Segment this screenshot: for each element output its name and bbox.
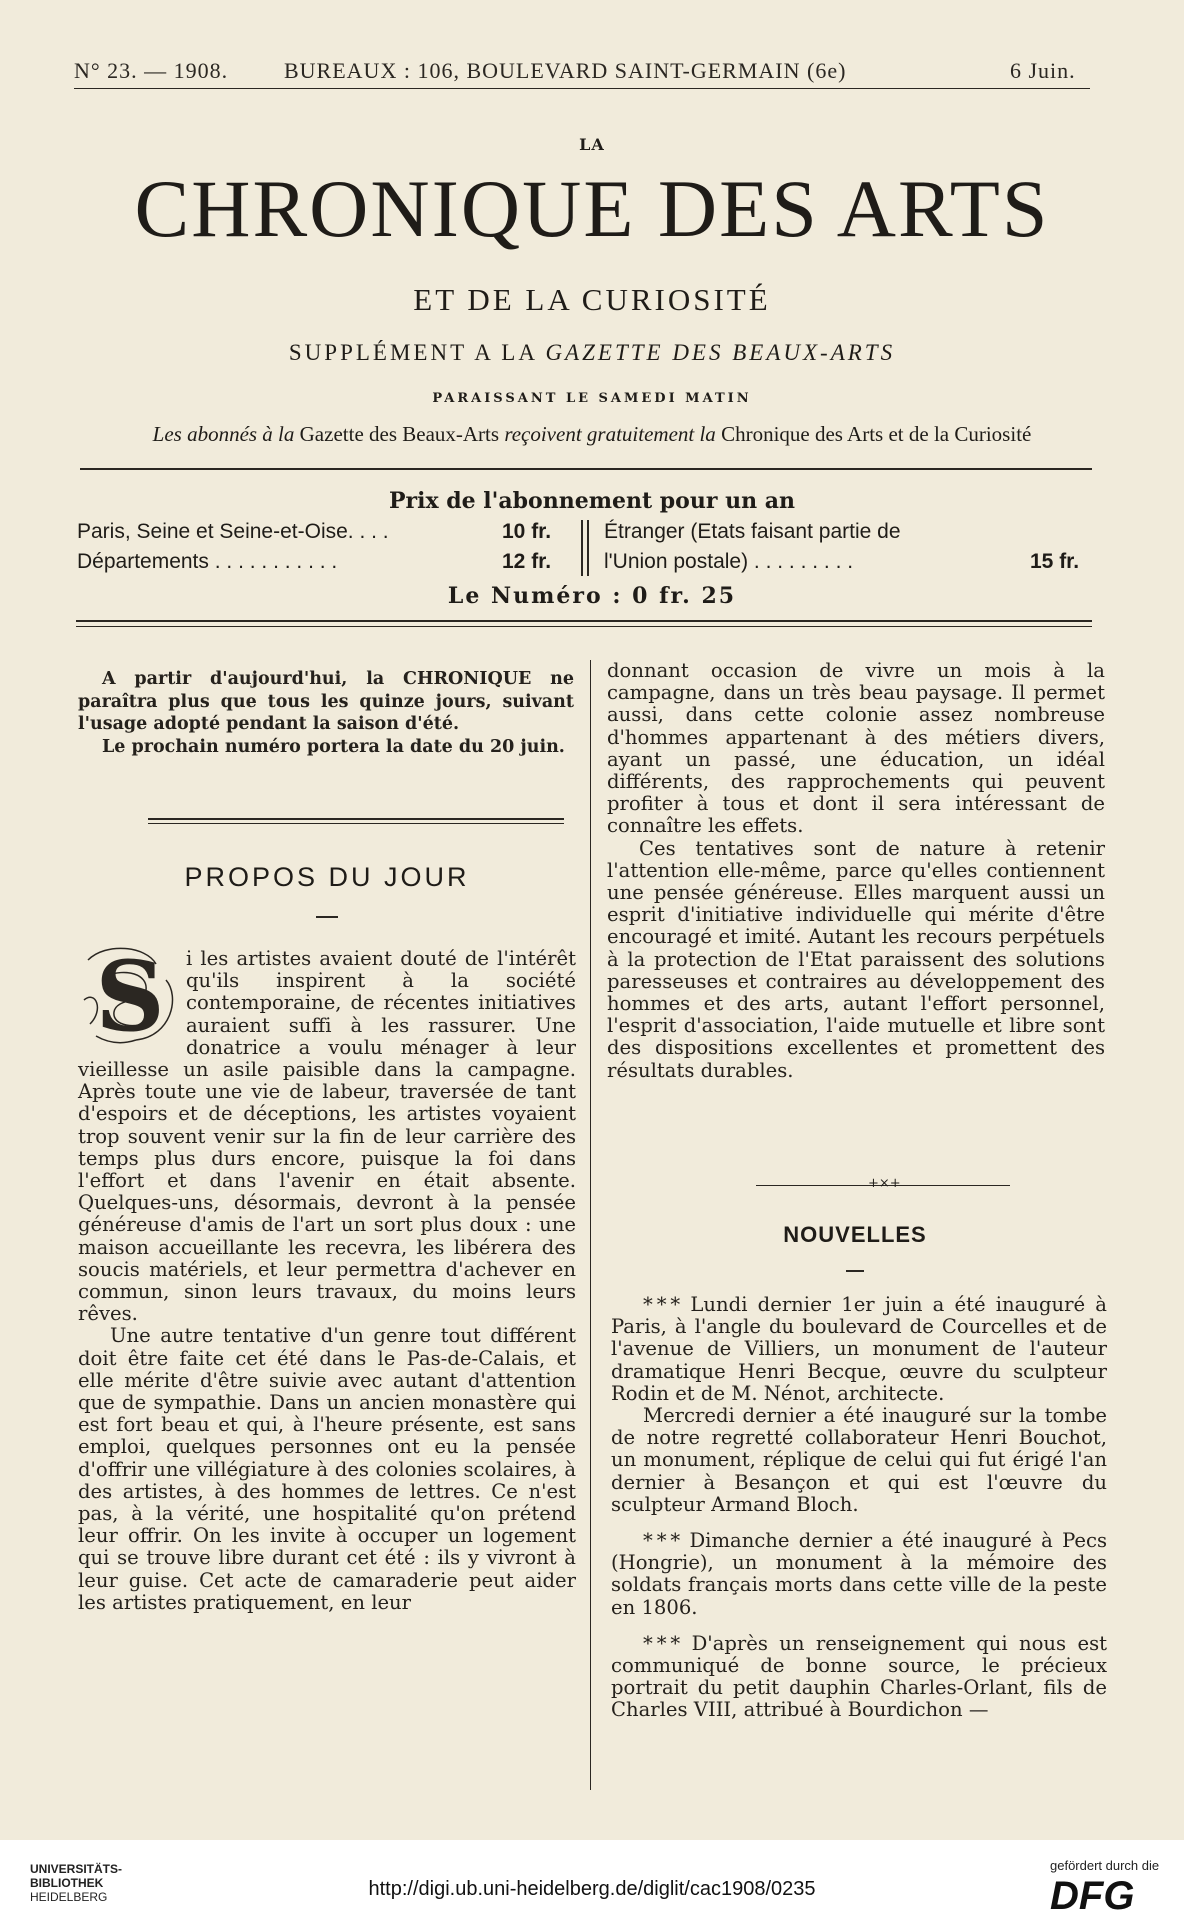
propos-paragraph-1-text: i les artistes avaient douté de l'intérêt qu'ils inspirent à la société contemporaine, de récentes initiatives auraient suffi à les rassurer. Une donatrice a voulu ménager à leur vieillesse un asile paisible dans la campagne. Après toute une vie de labeur, traversée de tant d'espoirs et de déceptions, les artistes voyaient trop souvent venir sur la fin de leur carrière des temps plus durs encore, puisque la foi dans l'effort et dans l'avenir en était absente. Quelques-uns, désormais, devront à la pensée généreuse d'amis de l'art un sort plus doux : une maison accueillante les recevra, les libérera des soucis matériels, et leur permettra d'achever en commun, sinon leurs travaux, du moins leurs rêves. xyxy=(78,947,576,1326)
dfg-logo[interactable]: DFG xyxy=(1050,1874,1135,1918)
issue-number: N° 23. — 1908. xyxy=(74,58,229,83)
news-item-2 xyxy=(611,1530,1107,1619)
asterism-icon: * * * xyxy=(643,1529,681,1553)
library-line-2: BIBLIOTHEK xyxy=(30,1876,104,1890)
pricing-title: Prix de l'abonnement pour un an xyxy=(389,488,795,514)
price-foreign-line2: l'Union postale) . . . . . . . . . xyxy=(604,550,854,573)
propos-body xyxy=(78,948,576,1614)
masthead-subtitle: ET DE LA CURIOSITÉ xyxy=(413,282,771,317)
masthead-article: LA xyxy=(579,135,605,154)
subscribers-a: Les abonnés à la xyxy=(152,422,295,446)
propos-paragraph-1 xyxy=(78,948,576,1325)
nouvelles-body xyxy=(611,1294,1107,1722)
news-item-1-text: Lundi dernier 1er juin a été inauguré à Paris, à l'angle du boulevard de Courcelles et de l'avenue de Villiers, un monument de l'auteur dramatique Henri Becque, œuvre du sculpteur Rodin et de M. Nénot, architecte. xyxy=(611,1293,1107,1405)
notice-rule-2 xyxy=(148,823,564,824)
funded-by-label: gefördert durch die xyxy=(1050,1858,1160,1873)
subscribers-line xyxy=(0,422,1184,447)
price-foreign-line1: Étranger (Etats faisant partie de xyxy=(604,520,901,543)
price-row-paris-value: 10 fr. xyxy=(502,520,552,543)
frequency-line: PARAISSANT LE SAMEDI MATIN xyxy=(432,391,752,406)
supplement-prefix: SUPPLÉMENT A LA xyxy=(288,340,537,365)
asterism-icon: * * * xyxy=(643,1631,681,1655)
price-row-depts-label: Départements . . . . . . . . . . . xyxy=(77,550,338,573)
notice-paragraph-2: Le prochain numéro portera la date du 20 juin. xyxy=(102,736,565,757)
pricing-rule-1 xyxy=(76,620,1092,622)
masthead-rule xyxy=(80,468,1092,470)
asterism-icon: * * * xyxy=(643,1293,681,1316)
pricing-divider xyxy=(581,520,583,576)
news-item-1 xyxy=(611,1294,1107,1405)
notice-box xyxy=(78,668,574,758)
propos-continuation xyxy=(607,660,1105,1082)
propos-paragraph-4: Ces tentatives sont de nature à retenir l'attention elle-même, parce qu'elles contiennent une pensée généreuse. Elles marquent aussi un esprit d'initiative individuelle qui mérite d'être encouragé et imité. Autant les recours perpétuels à la protection de l'Etat paraissent des solutions paresseuses et contraires au développement des hommes et des arts, autant l'effort personnel, l'esprit d'association, l'aide mutuelle et libre sont des dispositions excellentes et promettent des résultats durables. xyxy=(607,836,1105,1082)
news-item-1b: Mercredi dernier a été inauguré sur la tombe de notre regretté collaborateur Henri Bouchot, un monument, réplique de celui qui fut érigé l'an dernier à Besançon et qui est l'œuvre du sculpteur Armand Bloch. xyxy=(611,1404,1107,1516)
notice-rule-1 xyxy=(148,818,564,820)
single-issue-price: Le Numéro : 0 fr. 25 xyxy=(447,583,737,609)
news-item-3 xyxy=(611,1633,1107,1722)
propos-title: PROPOS DU JOUR xyxy=(184,862,470,892)
title-dash xyxy=(316,916,338,918)
price-foreign-value: 15 fr. xyxy=(1030,550,1080,573)
library-line-3: HEIDELBERG xyxy=(30,1890,108,1904)
price-row-depts-value: 12 fr. xyxy=(502,550,552,573)
supplement-name: GAZETTE DES BEAUX-ARTS xyxy=(545,340,896,365)
nouvelles-dash xyxy=(846,1270,864,1272)
pricing-divider-2 xyxy=(587,520,589,576)
separator-ornament-icon: +×+ xyxy=(868,1176,901,1191)
news-item-3-text: D'après un renseignement qui nous est communiqué de bonne source, le précieux portrait du petit dauphin Charles-Orlant, fils de Charles VIII, attribué à Bourdichon — xyxy=(611,1631,1107,1722)
issue-date: 6 Juin. xyxy=(1010,58,1076,83)
news-item-2-text: Dimanche dernier a été inauguré à Pecs (Hongrie), un monument à la mémoire des soldats français morts dans cette ville de la peste en 1806. xyxy=(611,1529,1107,1619)
dropcap-space xyxy=(78,948,186,1052)
subscribers-d: Chronique des Arts et de la Curiosité xyxy=(721,422,1032,446)
subscribers-b: Gazette des Beaux-Arts xyxy=(299,422,500,446)
price-row-paris-label: Paris, Seine et Seine-et-Oise. . . . xyxy=(77,520,389,543)
pricing-rule-2 xyxy=(76,626,1092,627)
notice-paragraph-1: A partir d'aujourd'hui, la CHRONIQUE ne paraîtra plus que tous les quinze jours, suivant l'usage adopté pendant la saison d'été. xyxy=(78,669,574,734)
propos-paragraph-3: donnant occasion de vivre un mois à la campagne, dans un très beau paysage. Il permet aussi, dans cette colonie assez nombreuse d'hommes appartenant à des métiers divers, ayant un passé, une éducation, un idéal différents, des rapprochements qui peuvent profiter à tous et dont il sera intéressant de connaître les effets. xyxy=(607,659,1105,838)
dropcap-letter: S xyxy=(95,940,165,1048)
library-line-1: UNIVERSITÄTS- xyxy=(30,1862,123,1876)
supplement-line xyxy=(0,340,1184,366)
nouvelles-title: NOUVELLES xyxy=(783,1222,927,1247)
office-address: BUREAUX : 106, BOULEVARD SAINT-GERMAIN (6e) xyxy=(284,58,847,83)
source-url-link[interactable]: http://digi.ub.uni-heidelberg.de/diglit/cac1908/0235 xyxy=(368,1878,816,1900)
header-rule xyxy=(74,88,1090,89)
subscribers-c: reçoivent gratuitement la xyxy=(504,422,716,446)
column-divider xyxy=(590,660,591,1790)
masthead-title: CHRONIQUE DES ARTS xyxy=(134,163,1050,254)
propos-paragraph-2: Une autre tentative d'un genre tout différent doit être faite cet été dans le Pas-de-Calais, et elle mérite d'être suivie avec autant d'attention que de sympathie. Dans un ancien monastère qui est fort beau et qui, à l'heure présente, est sans emploi, quelques personnes ont eu la pensée d'offrir une villégiature à des colonies scolaires, à des artistes, à des hommes de lettres. Ce n'est pas, à la vérité, une hospitalité qu'on prétend leur offrir. On les invite à occuper un logement qui se trouve libre durant cet été : ils y vivront à leur guise. Cet acte de camaraderie peut aider les artistes pratiquement, en leur xyxy=(78,1324,576,1614)
